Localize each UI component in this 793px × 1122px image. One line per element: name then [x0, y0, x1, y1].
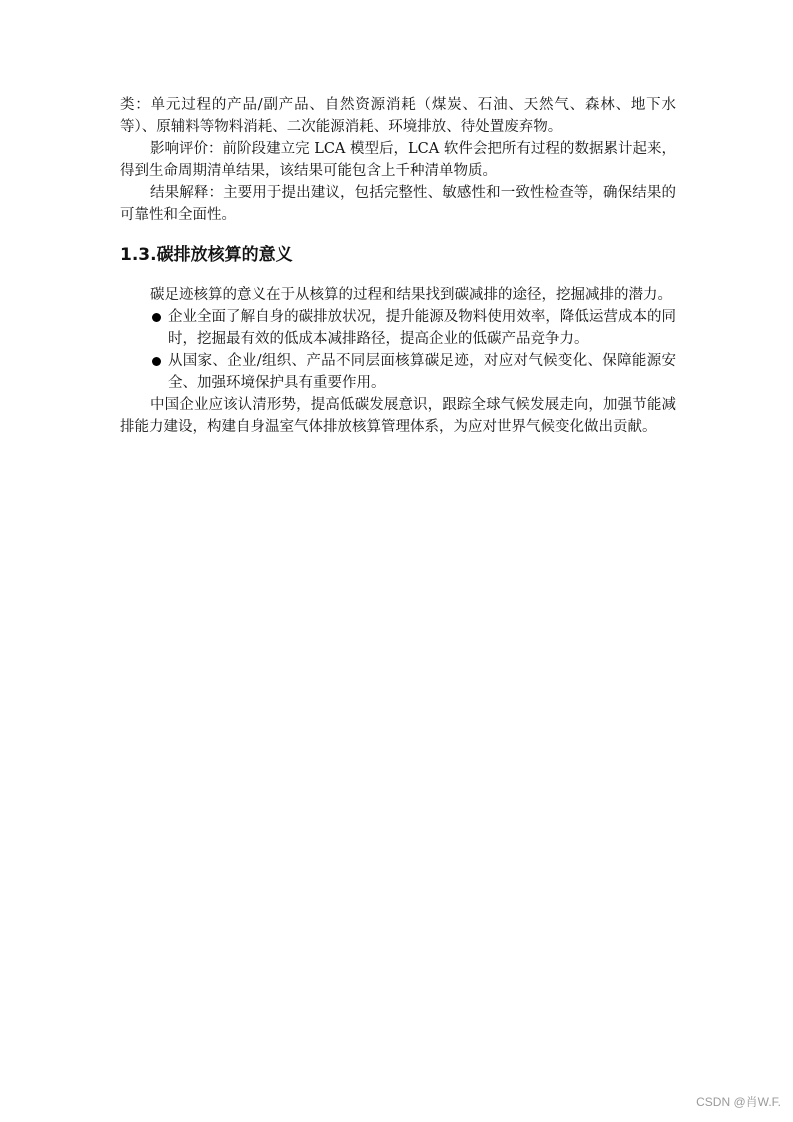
paragraph-result-interpretation: 结果解释：主要用于提出建议，包括完整性、敏感性和一致性检查等，确保结果的可靠性和全面性。 — [120, 185, 676, 223]
list-item — [120, 306, 676, 350]
list-item — [120, 350, 676, 394]
bullet-list — [120, 306, 676, 394]
paragraph-impact-assessment: 影响评价：前阶段建立完 LCA 模型后，LCA 软件会把所有过程的数据累计起来，得到生命周期清单结果，该结果可能包含上千种清单物质。 — [120, 141, 676, 179]
csdn-watermark: CSDN @肖W.F. — [696, 1095, 781, 1109]
bullet-icon — [152, 357, 161, 366]
paragraph-section-intro: 碳足迹核算的意义在于从核算的过程和结果找到碳减排的途径，挖掘减排的潜力。 — [150, 287, 672, 303]
paragraph-closing: 中国企业应该认清形势，提高低碳发展意识，跟踪全球气候发展走向，加强节能减排能力建设，构建自身温室气体排放核算管理体系，为应对世界气候变化做出贡献。 — [120, 397, 676, 435]
list-item-text: 从国家、企业/组织、产品不同层面核算碳足迹，对应对气候变化、保障能源安全、加强环境保护具有重要作用。 — [168, 353, 676, 391]
bullet-icon — [152, 313, 161, 322]
section-heading: 1.3.碳排放核算的意义 — [120, 245, 293, 265]
paragraph-inventory-categories: 类：单元过程的产品/副产品、自然资源消耗（煤炭、石油、天然气、森林、地下水等）、原辅料等物料消耗、二次能源消耗、环境排放、待处置废弃物。 — [120, 97, 676, 135]
document-body — [120, 94, 676, 438]
list-item-text: 企业全面了解自身的碳排放状况，提升能源及物料使用效率，降低运营成本的同时，挖掘最有效的低成本减排路径，提高企业的低碳产品竞争力。 — [168, 309, 676, 347]
